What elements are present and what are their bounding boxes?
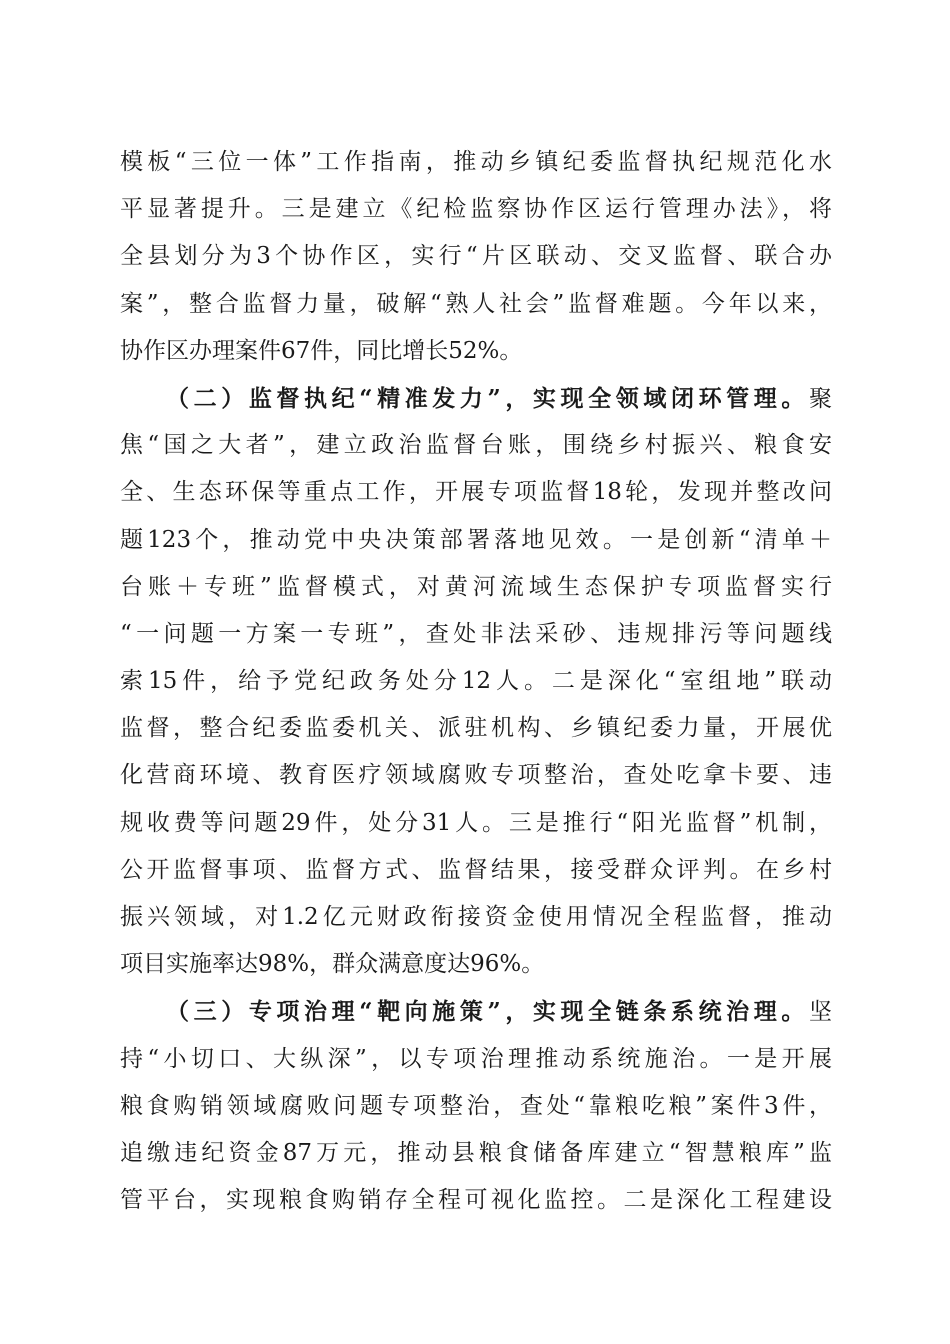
section-heading-line bbox=[120, 988, 832, 1035]
text-line: 粮食购销领域腐败问题专项整治，查处“靠粮吃粮”案件3件， bbox=[120, 1092, 832, 1119]
text-line: 台账＋专班”监督模式，对黄河流域生态保护专项监督实行 bbox=[120, 573, 832, 600]
text-fragment: 坚 bbox=[809, 999, 832, 1026]
text-line: 协作区办理案件67件，同比增长52%。 bbox=[120, 337, 523, 364]
text-line: 项目实施率达98%，群众满意度达96%。 bbox=[120, 951, 545, 978]
text-line: 管平台，实现粮食购销存全程可视化监控。二是深化工程建设 bbox=[120, 1187, 832, 1214]
section-heading: （三）专项治理“靶向施策”，实现全链条系统治理。 bbox=[166, 998, 809, 1026]
text-line: 案”，整合监督力量，破解“熟人社会”监督难题。今年以来， bbox=[120, 290, 832, 317]
text-line: 振兴领域，对1.2亿元财政衔接资金使用情况全程监督，推动 bbox=[120, 904, 832, 930]
text-line: 持“小切口、大纵深”，以专项治理推动系统施治。一是开展 bbox=[120, 1045, 832, 1072]
text-line: 全县划分为3个协作区，实行“片区联动、交叉监督、联合办 bbox=[120, 243, 832, 270]
section-heading: （二）监督执纪“精准发力”，实现全领域闭环管理。 bbox=[166, 384, 809, 412]
text-line: 监督，整合纪委监委机关、派驻机构、乡镇纪委力量，开展优 bbox=[120, 715, 832, 742]
text-line: “一问题一方案一专班”，查处非法采砂、违规排污等问题线 bbox=[120, 620, 832, 647]
text-fragment: 聚 bbox=[809, 385, 832, 412]
document-body bbox=[120, 139, 832, 1224]
text-line: 索15件，给予党纪政务处分12人。二是深化“室组地”联动 bbox=[120, 668, 832, 695]
section-heading-line bbox=[120, 375, 832, 422]
text-line: 规收费等问题29件，处分31人。三是推行“阳光监督”机制， bbox=[120, 809, 832, 836]
text-line: 平显著提升。三是建立《纪检监察协作区运行管理办法》，将 bbox=[120, 196, 832, 223]
text-line: 全、生态环保等重点工作，开展专项监督18轮，发现并整改问 bbox=[120, 479, 832, 506]
text-line: 化营商环境、教育医疗领域腐败专项整治，查处吃拿卡要、违 bbox=[120, 762, 832, 789]
text-line: 公开监督事项、监督方式、监督结果，接受群众评判。在乡村 bbox=[120, 856, 832, 883]
text-line: 焦“国之大者”，建立政治监督台账，围绕乡村振兴、粮食安 bbox=[120, 432, 832, 459]
text-line: 题123个，推动党中央决策部署落地见效。一是创新“清单＋ bbox=[120, 526, 832, 553]
text-line: 追缴违纪资金87万元，推动县粮食储备库建立“智慧粮库”监 bbox=[120, 1139, 832, 1166]
text-line: 模板“三位一体”工作指南，推动乡镇纪委监督执纪规范化水 bbox=[120, 149, 832, 175]
